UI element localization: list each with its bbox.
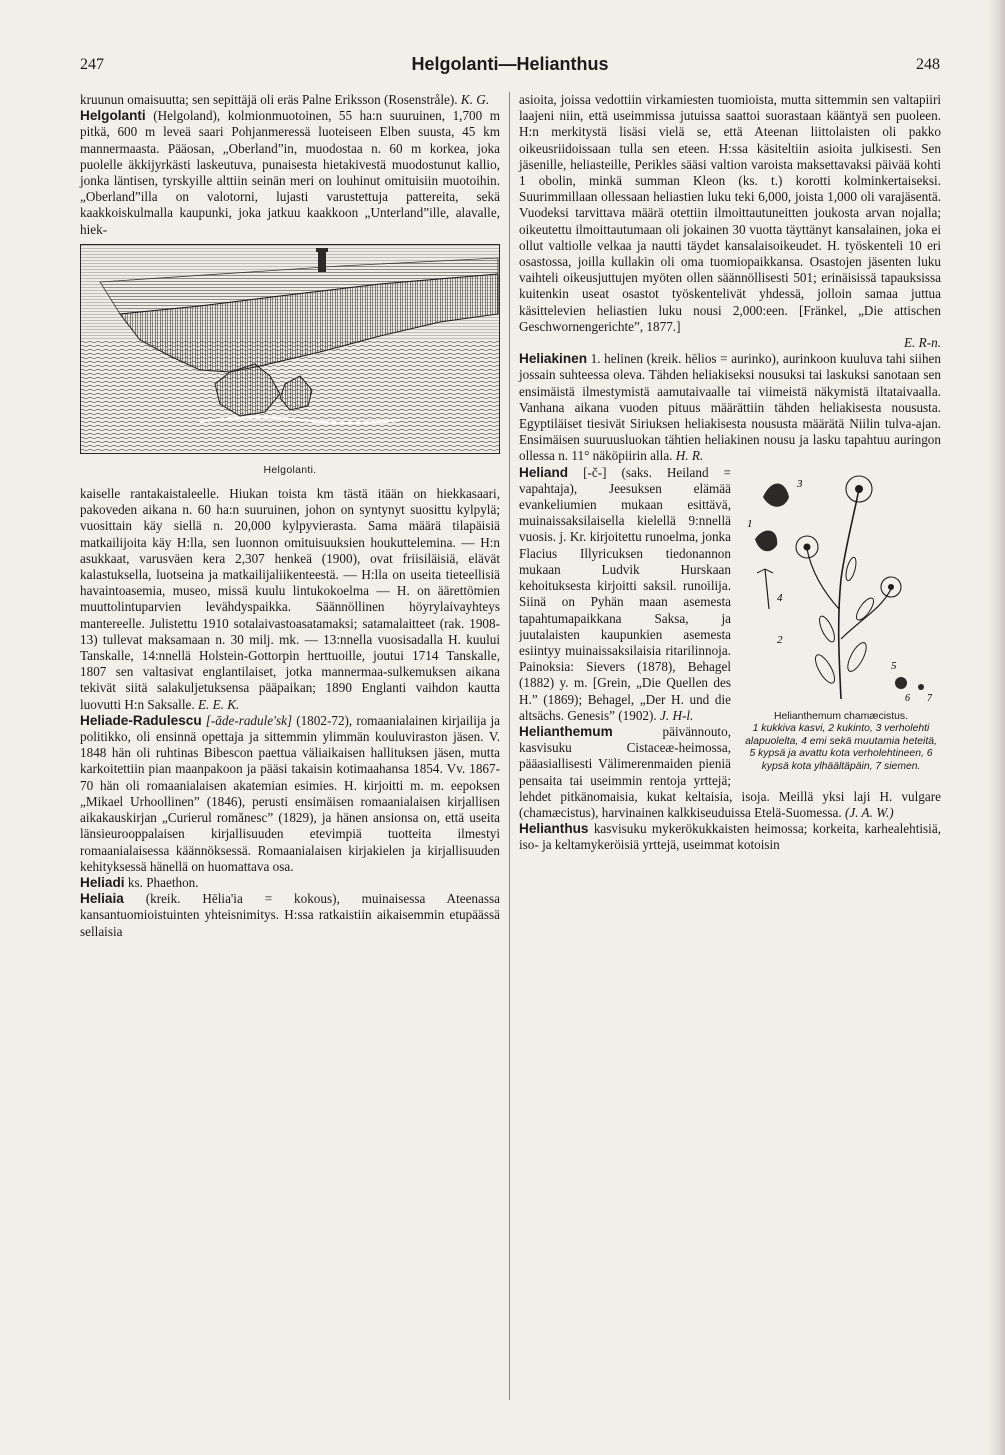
heliand-section — [519, 465, 941, 854]
page-edge-shadow — [987, 0, 1005, 1455]
author-signature: E. R-n. — [904, 335, 941, 351]
author-signature: K. G. — [460, 92, 490, 107]
figure-label: 5 — [891, 659, 897, 672]
left-column — [80, 92, 500, 940]
figure-label: 4 — [777, 591, 783, 604]
right-column — [519, 92, 941, 854]
author-signature-line — [519, 335, 941, 351]
island-engraving — [80, 244, 500, 454]
entry-heliakinen: Heliakinen 1. helinen (kreik. hēlios = aurinko), aurinkoon kuuluva tahi siihen jossain suhteessa oleva. Tähden heliakiseksi nousuksi tai laskuksi sanotaan sen ensimäistä ilmestymistä aamutaivaalle tai viimeistä näkymistä iltataivaalla. Vanhana aikana vuoden pituus määrättiin tähden heliakisesta noususta. Egyptiläiset tiesivät Siriuksen heliakisesta noususta määrätä Niilin tulva-ajan. Ensimäisen suuruusluokan tähtien heliakinen nousu ja lasku tapahtuu auringon ollessa n. 11° näköpiirin alla. H. R. — [519, 351, 941, 464]
column-divider — [509, 92, 510, 1400]
author-signature: H. R. — [675, 448, 704, 464]
page-number-left: 247 — [80, 56, 104, 73]
headword: Helianthemum — [519, 723, 613, 739]
entry-heliade-radulescu: Heliade-Radulescu [-āde-radule'sk] (1802-72), romaanialainen kirjailija ja politikko, oli ensinnä opettaja ja sittemmin ylimmän kouluviraston jäsen. V. 1848 hän oli ruhtinas Bibescon paettua väliaikaisen hallituksen jäsen, mutta karkoitettiin pian maanpakoon ja pääsi takaisin kotimaahansa 1854. Vv. 1867-70 hän oli romaanialaisen akatemian esimies. H. kirjoitti m. m. eepoksen „Mikael Urhoollinen” (1846), perusti ensimäisen romaanialaisen kirjallisen aikakauskirjan „Curierul romănesc” (1829), ja hänen ansionsa on, että useita länsieurooppalaisen kirjallisuuden etevimpiä tuotteita ilmestyi romaanialaisessa käännöksessä. Romaanialaisen kirjakielen ja kirjallisuuden kehityksessä hänellä on huomattava osa. — [80, 712, 501, 874]
headword: Heliade-Radulescu — [80, 712, 202, 728]
entry-continuation: kruunun omaisuutta; sen sepittäjä oli eräs Palne Eriksson (Rosenstråle). K. G. — [80, 92, 490, 107]
illustration-helgolanti — [80, 244, 500, 478]
headword: Heliaia — [80, 891, 124, 907]
headword: Heliadi — [80, 874, 125, 890]
entry-heliand: Heliand [-č-] (saks. Heiland = vapahtaja), Jeesuksen elämää evankeliumien mukaan esittävä, muinaissaksilaisella kielellä 9:nnellä vuosis. j. Kr. kirjoitettu runoelma, jonka Flacius Illyricuksen tiedonannon mukaan Ludvik Hurskaan kehoituksesta kirjoitti saksil. runoilija. Siinä on Pyhän maan asemesta tapahtumapaikkana Saksa, ja juutalaisten kaupunkien asemesta esiintyy muinaissaksilaisia ritarilinnoja. Painoksia: Sievers (1878), Behagel (1882) y. m. [Grein, „Die Quellen des H.” (1869); Behagel, „Der H. und die altsächs. Genesis” (1902). J. H-l. — [519, 464, 731, 723]
entry-heliaia: Heliaia (kreik. Hēlia'ia = kokous), muinaisessa Ateenassa kansantuomioistuinten yhteisnimitys. H:ssa ratkaistiin aikaisemmin etupäässä sellaisia — [80, 891, 500, 939]
illustration-helianthemum — [741, 469, 941, 774]
headword: Helianthus — [519, 821, 589, 837]
figure-label: 7 — [927, 692, 932, 704]
entry-helgolanti-continued: kaiselle rantakaistaleelle. Hiukan toista km tästä itään on hiekkasaari, pakoveden aikana n. 60 ha:n suuruinen, johon on syntynyt suosittu kylpylä; vuosittain käy siellä n. 20,000 kylpyvierasta. Sama määrä tilapäisiä matkailijoita käy H:lla, sen luonnon omituisuuksien houkuttelemina. — H:n asukkaat, varusväen kera 2,307 henkeä (1900), ovat friisiläisiä, elävät kalastuksella, luotseina ja matkailijaliikenteestä. — H:lla on useita tieteellisiä havaintoasemia, museo, missä kuulu lintukokoelma — H. on äärettömien muuttolintuparvien levähdyspaikka. Säännöllinen höyrylaivayhteys mantereelle. Julistettu 1910 sotalaivastoasatamaksi; satamalaitteet (rak. 1908-13) tullevat maksamaan n. 30 milj. mk. — 13:nnella vuosisadalla H. kuului Tanskalle, 14:nnellä Holstein-Gottorpin herttuoille, joutui 1714 Tanskalle, 1807 sen valtasivat englantilaiset, jotka mannermaa-sulkemuksen aikana tekivät siitä salakuljetuksensa pääpaikan; 1890 Englanti vaihdon kautta luovutti H:n Saksalle. E. E. K. — [80, 486, 500, 712]
entry-heliadi: Heliadi ks. Phaethon. — [80, 874, 199, 890]
pronunciation: [-āde-radule'sk] — [205, 712, 293, 728]
entry-helianthus: Helianthus kasvisuku mykerökukkaisten heimossa; korkeita, karhealehtisiä, iso- ja keltamykeröisiä yrttejä, useimmat kotoisin — [519, 821, 941, 853]
author-signature: E. E. K. — [197, 696, 240, 712]
author-signature: (J. A. W.) — [844, 804, 894, 820]
entry-heliaia-continued: asioita, joissa vedottiin virkamiesten tuomioista, mutta sittemmin sen valtapiiri laajeni niin, että useimmissa jutuissa saattoi suorastaan kääntyä sen puoleen. H:n merkitystä lisäsi vielä se, että Ateenan liittolaisten oli pakko oikeusriidoissaan tulla sen eteen. H:ssa käsiteltiin asioita julkisesti. Sen jäsenille, heliasteille, Perikles sääsi valtion varoista maksettavaksi päivää kohti 1 obolin, minkä summan Kleon (ks. t.) korotti kolminkertaiseksi. Suurimmillaan ollessaan heliastien luku teki 6,000, joista 1,000 oli varajäsentä. Vuodeksi tarvittava määrä otettiin ilmoittautuneitten joukosta arvan nojalla; oikeutettu ilmoittautumaan oli jokainen 30 vuotta täyttänyt kansalainen, joka ei ollut valtiolle velkaa ja nautti täydet kansalaisoikeudet. H. työskenteli 10 eri osastossa, joilla kullakin oli oma tuomiopaikkansa. Osastojen jäsenten luku vaihteli oikeusjuttujen myöten ollen säännöllisesti 501; erinäisissä tapauksissa kuitenkin useat osastot työskentelivät yhdessä, jolloin samaa juttua käsittelevien heliastien luku nousi 2,000:een. [Fränkel, „Die attischen Geschwornengerichte”, 1877.] — [519, 92, 941, 334]
entry-helianthemum: Helianthemum päivännouto, kasvisuku Cistaceæ-heimossa, pääasiallisesti Välimerenmaiden pieniä pensaita tai useimmin rentoja yrttejä; lehdet pitkänomaisia, kukat keltaisia, isoja. Meillä yksi laji H. vulgare (chamæcistus), harvinainen kalkkiseuduissa Etelä-Suomessa. (J. A. W.) — [519, 723, 941, 820]
figure-caption-text: 1 kukkiva kasvi, 2 kukinto, 3 verholehti alapuolelta, 4 emi sekä muutamia heteitä, 5 kypsä ja avattu kota verholehtineen, 6 kypsä kota ylhäältäpäin, 7 siemen. — [745, 723, 937, 773]
author-signature: J. H-l. — [660, 707, 694, 723]
plant-drawing — [741, 469, 941, 707]
figure-caption-title: Helianthemum chamæcistus. — [774, 710, 908, 722]
figure-caption: Helgolanti. — [263, 463, 317, 476]
page-header — [80, 56, 940, 80]
figure-label: 3 — [797, 477, 803, 490]
entry-helgolanti: Helgolanti (Helgoland), kolmionmuotoinen, 55 ha:n suuruinen, 1,700 m pitkä, 600 m leveä saari Pohjanmeressä luoteiseen Elben suusta, 45 km mannermaasta. Pääosan, „Oberland”in, muodostaa n. 60 m korkea, joka puolelle äkkijyrkästi laskeutuva, punaisesta hietakivestä muodostunut kallio, jonka läntisen, tyrskyille alttiin seinän meri on louhinut omituisiin muotoihin. „Oberland”illa on valotorni, lujasti varustettuja pattereita, sekä kaakkoiskulmalla kaupunki, joka jatkuu kaakkoon „Unterland”ille, alavalle, hiek- — [80, 108, 500, 237]
headword: Heliand — [519, 464, 569, 480]
page-number-right: 248 — [916, 56, 940, 73]
figure-label: 1 — [747, 517, 753, 530]
headword: Heliakinen — [519, 351, 587, 367]
figure-label: 2 — [777, 633, 783, 646]
headword: Helgolanti — [80, 108, 146, 124]
figure-caption — [741, 711, 941, 774]
figure-label: 6 — [905, 692, 910, 704]
running-title: Helgolanti—Helianthus — [411, 54, 609, 74]
